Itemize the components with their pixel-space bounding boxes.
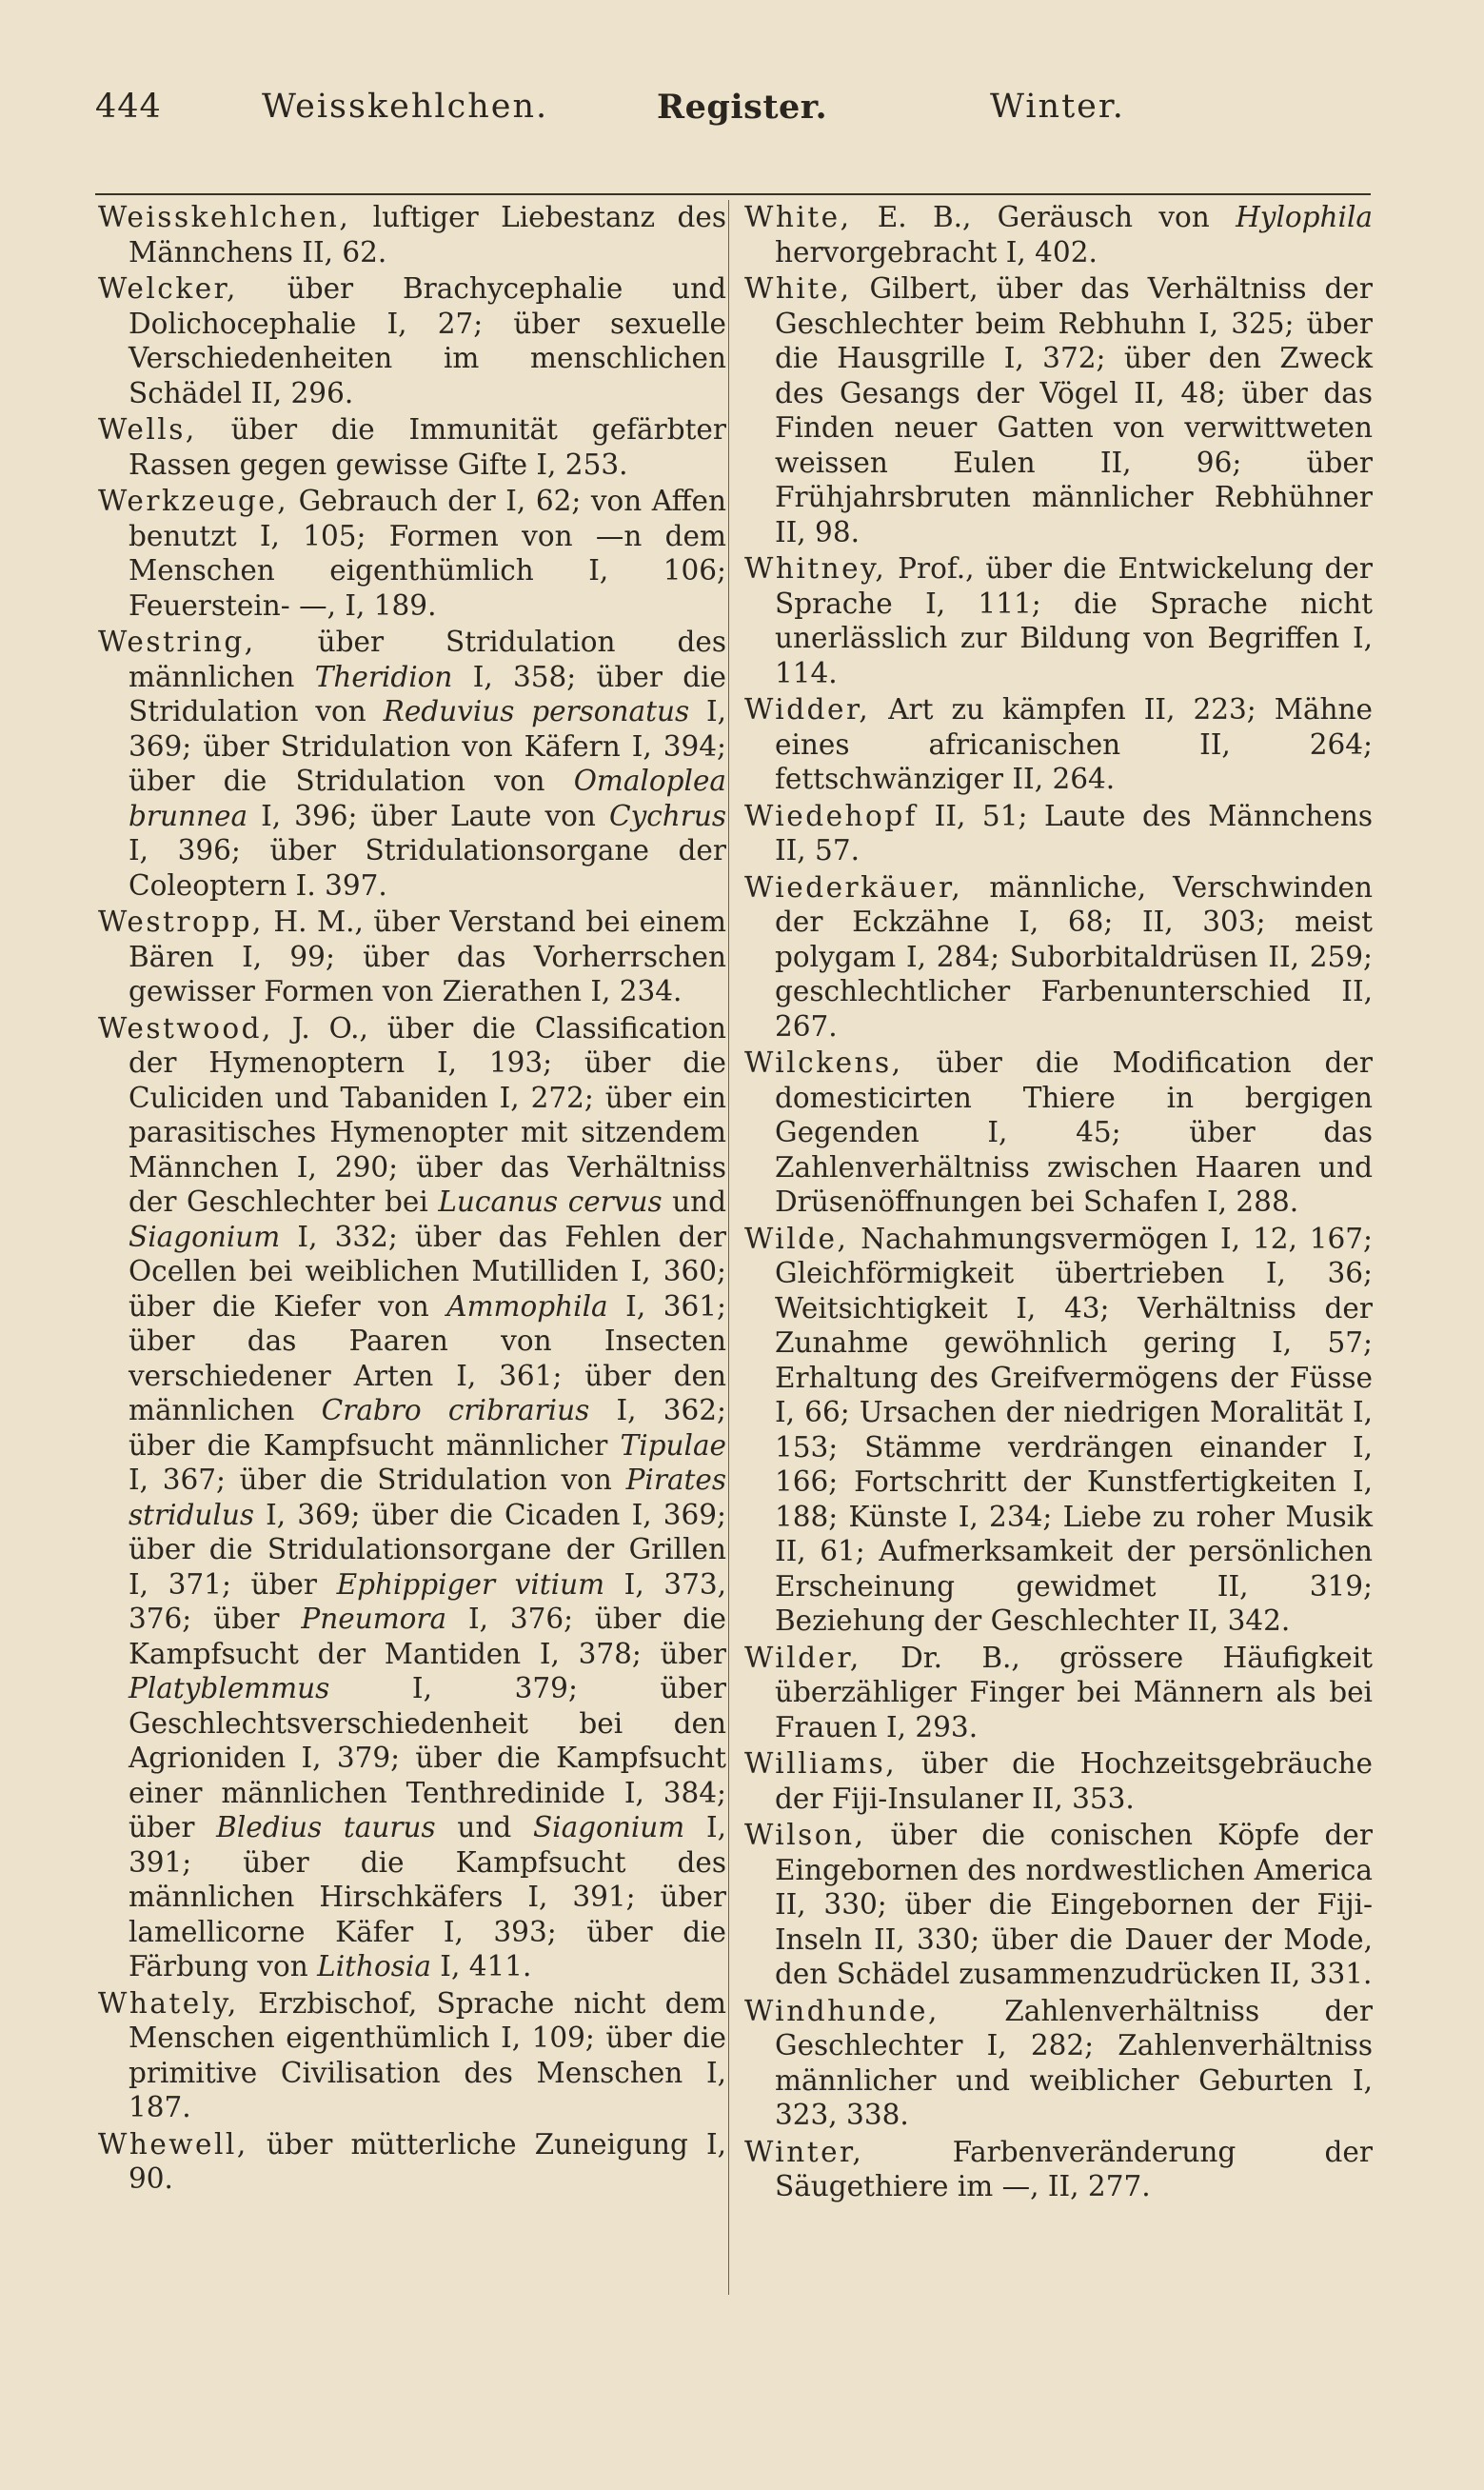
index-entry (744, 1641, 1373, 1745)
index-entry (98, 1011, 726, 1984)
entry-headword: Williams, (744, 1747, 898, 1780)
entry-headword: Wilson, (744, 1819, 866, 1851)
entry-text: Prof., über die Entwickelung der Sprache I, 111; die Sprache nicht unerlässlich zur Bildung von Begriffen I, 114. (775, 552, 1373, 689)
entry-headword: Westwood, (98, 1011, 273, 1045)
entry-headword: White, (744, 272, 852, 305)
running-header (95, 88, 1371, 135)
entry-headword: Welcker, (98, 272, 238, 305)
index-entry (98, 625, 726, 903)
entry-text: I, 391; über die Kampfsucht des männlichen Hirschkäfers I, 391; über lamellicorne Käfer I, 393; über die Färbung von (129, 1811, 726, 1982)
entry-italic-text: Siagonium (532, 1811, 685, 1843)
entry-italic-text: Siagonium (129, 1220, 281, 1253)
entry-italic-text: Lithosia (317, 1950, 431, 1982)
index-entry (98, 412, 726, 482)
entry-headword: Windhunde, (744, 1994, 940, 2027)
index-entry (744, 1222, 1373, 1639)
entry-italic-text: Theridion (314, 660, 453, 693)
entry-headword: Weisskehlchen, (98, 201, 351, 233)
index-entry (744, 1746, 1373, 1816)
entry-text: Erzbischof, Sprache nicht dem Menschen eigenthümlich I, 109; über die primitive Civilisation des Menschen I, 187. (129, 1986, 726, 2123)
index-entry (744, 271, 1373, 549)
index-entry (98, 484, 726, 623)
header-rule (95, 193, 1371, 195)
entry-italic-text: Reduvius personatus (383, 695, 690, 727)
entry-text: I, 361; über das Paaren von Insecten verschiedener Arten I, 361; über den männlichen (129, 1289, 726, 1426)
index-entry (98, 905, 726, 1009)
entry-headword: Whately, (98, 1986, 239, 2020)
entry-text: E. B., Geräusch von (851, 201, 1237, 233)
page-number: 444 (95, 88, 162, 126)
entry-text: luftiger Liebestanz des Männchens II, 62. (129, 201, 726, 269)
entry-headword: Wilde, (744, 1222, 849, 1255)
entry-text: männliche, Verschwinden der Eckzähne I, 68; II, 303; meist polygam I, 284; Suborbitaldrüsen II, 259; geschlechtlicher Farbenunterschied II, 267. (775, 870, 1373, 1043)
entry-text: I, 367; über die Stridulation von (129, 1464, 626, 1496)
entry-text: I, 369; über die Cicaden I, 369; über die Stridulationsorgane der Grillen I, 371; über (129, 1498, 726, 1601)
entry-text: über mütterliche Zuneigung I, 90. (129, 2127, 726, 2195)
entry-text: Nachahmungsvermögen I, 12, 167; Gleichförmigkeit übertrieben I, 36; Weitsichtigkeit I, 43; Verhältniss der Zunahme gewöhnlich gering I, 57; Erhaltung des Greifvermögens der Füsse I, 66; Ursachen der niedrigen Moralität I, 153; Stämme verdrängen einander I, 166; Fortschritt der Kunstfertigkeiten I, 188; Künste I, 234; Liebe zu roher Musik II, 61; Aufmerksamkeit der persönlichen Erscheinung gewidmet II, 319; Beziehung der Geschlechter II, 342. (775, 1222, 1373, 1637)
entry-text: Art zu kämpfen II, 223; Mähne eines africanischen II, 264; fettschwänziger II, 264. (775, 693, 1373, 795)
index-entry (744, 799, 1373, 868)
entry-italic-text: Lucanus cervus (438, 1185, 663, 1218)
entry-text: Gilbert, über das Verhältniss der Geschlechter beim Rebhuhn I, 325; über die Hausgrille I, 372; über den Zweck des Gesangs der Vögel II, 48; über das Finden neuer Gatten von verwittweten weissen Eulen II, 96; über Frühjahrsbruten männlicher Rebhühner II, 98. (775, 272, 1373, 548)
entry-headword: Westropp, (98, 906, 264, 938)
entry-text: I, 332; über das Fehlen der Ocellen bei weiblichen Mutilliden I, 360; über die Kiefer von (129, 1220, 726, 1323)
right-column (744, 200, 1373, 2206)
entry-italic-text: Crabro cribrarius (321, 1394, 590, 1426)
entry-headword: Wiederkäuer, (744, 870, 963, 904)
entry-headword: Whewell, (98, 2127, 248, 2161)
index-entry (744, 200, 1373, 269)
entry-headword: Wilder, (744, 1641, 861, 1674)
entry-text: II, 51; Laute des Männchens II, 57. (775, 799, 1373, 867)
index-entry (744, 692, 1373, 797)
entry-italic-text: Hylophila (1236, 201, 1373, 233)
entry-text: I, 411. (430, 1950, 532, 1982)
index-entry (744, 870, 1373, 1045)
entry-text: über Stridulation des männlichen (129, 626, 726, 693)
index-entry (98, 200, 726, 269)
index-entry (744, 2135, 1373, 2204)
header-left-title: Weisskehlchen. (262, 88, 549, 126)
index-entry (98, 271, 726, 410)
column-divider (728, 200, 729, 2295)
entry-text: und (662, 1185, 726, 1218)
entry-italic-text: Platyblemmus (129, 1672, 330, 1704)
header-center-title: Register. (657, 88, 828, 127)
entry-headword: Wells, (98, 413, 197, 446)
entry-text: J. O., über die Classification der Hymenoptern I, 193; über die Culiciden und Tabaniden I, 272; über ein parasitisches Hymenopter mit sitzendem Männchen I, 290; über das Verhältniss der Geschlechter bei (129, 1011, 726, 1218)
entry-text: I, 369; über Stridulation von Käfern I, 394; über die Stridulation von (129, 695, 726, 797)
entry-italic-text: Omaloplea brunnea (129, 765, 726, 832)
entry-text: H. M., über Verstand bei einem Bären I, 99; über das Vorherrschen gewisser Formen von Zierathen I, 234. (129, 906, 726, 1007)
index-entry (744, 551, 1373, 690)
entry-text: über Brachycephalie und Dolichocephalie I, 27; über sexuelle Verschiedenheiten im menschlichen Schädel II, 296. (129, 272, 726, 409)
entry-headword: Westring, (98, 626, 256, 658)
header-right-title: Winter. (990, 88, 1125, 126)
index-entry (744, 1994, 1373, 2133)
entry-headword: Whitney, (744, 552, 887, 585)
entry-headword: Werkzeuge, (98, 485, 289, 517)
entry-headword: Widder, (744, 693, 871, 726)
entry-text: I, 396; über Laute von (247, 799, 609, 832)
entry-italic-text: Ephippiger vitium (336, 1567, 605, 1601)
index-entry (744, 1818, 1373, 1992)
entry-text: über die Modification der domesticirten Thiere in bergigen Gegenden I, 45; über das Zahlenverhältniss zwischen Haaren und Drüsenöffnungen bei Schafen I, 288. (775, 1046, 1373, 1218)
entry-text: über die Immunität gefärbter Rassen gegen gewisse Gifte I, 253. (129, 413, 726, 481)
entry-text: I, 396; über Stridulationsorgane der Coleoptern I. 397. (129, 834, 726, 902)
entry-text: I, 362; über die Kampfsucht männlicher (129, 1394, 726, 1462)
entry-italic-text: Bledius taurus (216, 1811, 436, 1843)
entry-text: und (435, 1811, 533, 1843)
left-column (98, 200, 726, 2199)
index-entry (744, 1046, 1373, 1220)
entry-headword: Wiedehopf (744, 799, 919, 832)
entry-text: über die conischen Köpfe der Eingebornen des nordwestlichen America II, 330; über die Eingebornen der Fiji-Inseln II, 330; über die Dauer der Mode, den Schädel zusammenzudrücken II, 331. (775, 1819, 1373, 1990)
entry-text: Dr. B., grössere Häufigkeit überzähliger Finger bei Männern als bei Frauen I, 293. (775, 1641, 1373, 1743)
entry-headword: Winter, (744, 2135, 864, 2168)
entry-text: hervorgebracht I, 402. (775, 235, 1098, 269)
index-entry (98, 1986, 726, 2125)
entry-text: über die Hochzeitsgebräuche der Fiji-Insulaner II, 353. (775, 1747, 1373, 1815)
entry-italic-text: Tipulae (620, 1428, 726, 1462)
entry-text: I, 358; über die Stridulation von (129, 660, 726, 727)
entry-text: Gebrauch der I, 62; von Affen benutzt I, 105; Formen von —n dem Menschen eigenthümlich I, 106; Feuerstein- —, I, 189. (129, 485, 726, 622)
entry-italic-text: Ammophila (446, 1289, 608, 1323)
entry-text: I, 379; über Geschlechtsverschiedenheit bei den Agrioniden I, 379; über die Kampfsucht einer männlichen Tenthredinide I, 384; über (129, 1672, 726, 1843)
entry-headword: Wilckens, (744, 1046, 903, 1079)
index-entry (98, 2127, 726, 2197)
entry-text: I, 373, 376; über (129, 1567, 726, 1635)
entry-italic-text: Cychrus (609, 799, 726, 832)
entry-text: Farbenveränderung der Säugethiere im —, II, 277. (775, 2135, 1373, 2202)
entry-headword: White, (744, 201, 852, 233)
entry-italic-text: Pirates stridulus (129, 1464, 726, 1531)
entry-text: I, 376; über die Kampfsucht der Mantiden I, 378; über (129, 1603, 726, 1670)
entry-italic-text: Pneumora (301, 1603, 447, 1635)
entry-text: Zahlenverhältniss der Geschlechter I, 282; Zahlenverhältniss männlicher und weiblicher Geburten I, 323, 338. (775, 1994, 1373, 2131)
